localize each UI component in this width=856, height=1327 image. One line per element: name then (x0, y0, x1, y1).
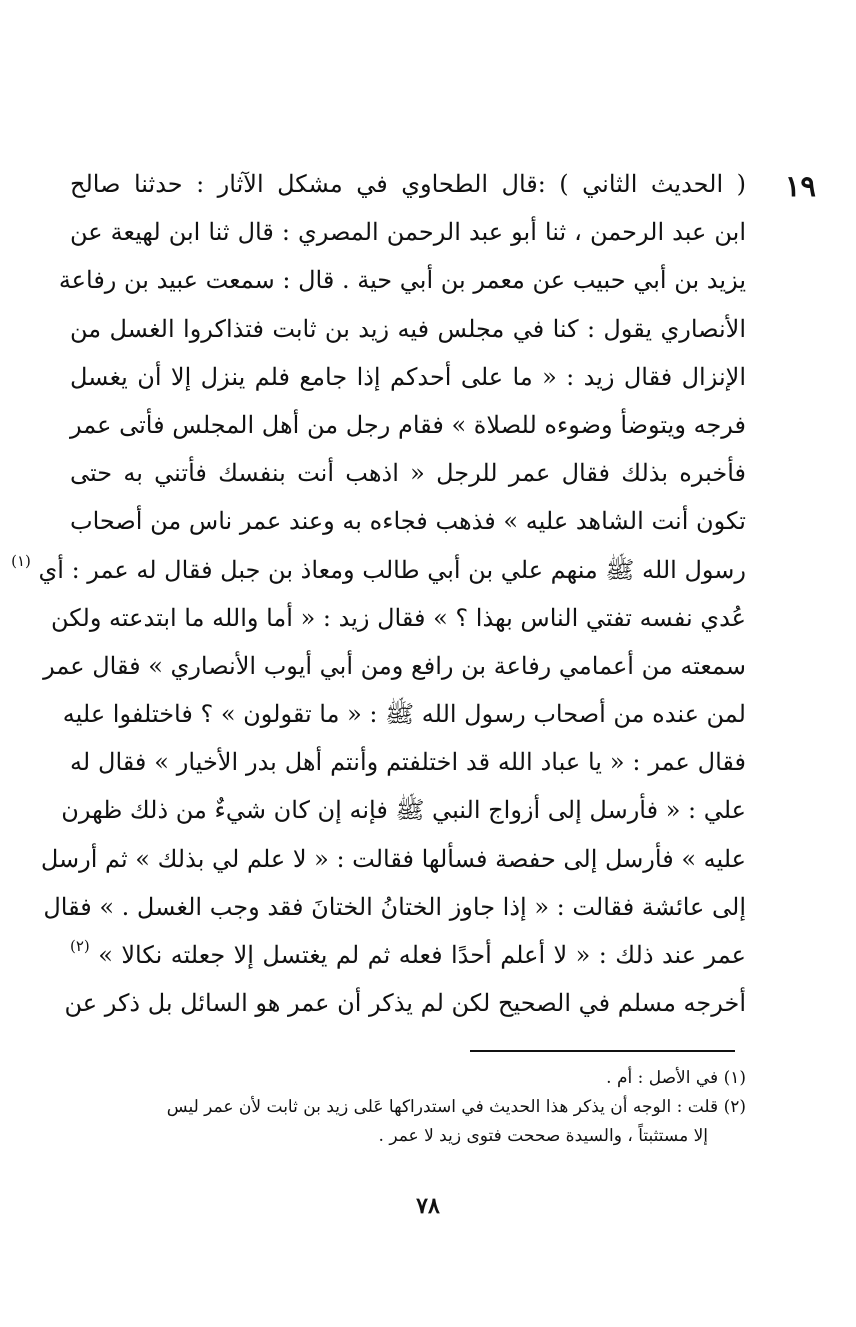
text-line-10 (51, 594, 746, 642)
text-line-18-content: أخرجه مسلم في الصحيح لكن لم يذكر أن عمر هو السائل بل ذكر عن (64, 989, 746, 1018)
footnote-mark-2: (٢) (70, 937, 90, 955)
text-line-8 (70, 497, 746, 545)
text-line-6-content: فرجه ويتوضأ وضوءه للصلاة » فقام رجل من أهل المجلس فأتى عمر (70, 410, 746, 439)
text-line-10-content: عُدي نفسه تفتي الناس بهذا ؟ » فقال زيد : « أما والله ما ابتدعته ولكن (51, 603, 746, 632)
text-line-6 (70, 401, 746, 449)
text-line-7 (70, 449, 746, 497)
text-line-18 (64, 979, 746, 1027)
text-line-1-content: ( الحديث الثاني ) :قال الطحاوي في مشكل الآثار : حدثنا صالح (70, 170, 746, 198)
paragraph-number: ١٩ (784, 169, 816, 203)
text-line-5 (70, 353, 746, 401)
text-line-17-content: عمر عند ذلك : « لا أعلم أحدًا فعله ثم لم يغتسل إلا جعلته نكالا » (98, 941, 746, 969)
text-line-3 (58, 256, 746, 304)
text-line-1 (70, 160, 746, 208)
footnote-mark-1: (١) (11, 551, 31, 570)
text-line-12 (62, 690, 746, 738)
footnote-divider (470, 1050, 735, 1052)
text-line-4 (70, 305, 746, 353)
text-line-15-content: عليه » فأرسل إلى حفصة فسألها فقالت : « لا علم لي بذلك » ثم أرسل (40, 844, 746, 873)
footnote-2-continuation: إلا مستثبتاً ، والسيدة صححت فتوى زيد لا عمر . (378, 1126, 708, 1146)
footnote-2: (٢) قلت : الوجه أن يذكر هذا الحديث في استدراكها عَلى زيد بن ثابت لأن عمر ليس (166, 1097, 746, 1117)
text-line-13 (70, 738, 746, 786)
text-line-16 (43, 883, 746, 931)
text-line-14-content: علي : « فأرسل إلى أزواج النبي ﷺ فإنه إن كان شيءٌ من ذلك ظهرن (61, 796, 746, 825)
text-line-8-content: تكون أنت الشاهد عليه » فذهب فجاءه به وعند عمر ناس من أصحاب (70, 507, 746, 536)
text-line-7-content: فأخبره بذلك فقال عمر للرجل « اذهب أنت بنفسك فأتني به حتى (70, 459, 746, 488)
text-line-13-content: فقال عمر : « يا عباد الله قد اختلفتم وأنتم أهل بدر الأخيار » فقال له (70, 748, 746, 777)
text-line-11 (43, 642, 746, 690)
text-line-17 (70, 931, 746, 979)
footnotes-block (70, 1064, 746, 1151)
text-line-14 (61, 786, 746, 834)
text-line-12-content: لمن عنده من أصحاب رسول الله ﷺ : « ما تقولون » ؟ فاختلفوا عليه (62, 700, 746, 729)
text-line-5-content: الإنزال فقال زيد : « ما على أحدكم إذا جامع فلم ينزل إلا أن يغسل (70, 362, 746, 391)
text-line-11-content: سمعته من أعمامي رفاعة بن رافع ومن أبي أيوب الأنصاري » فقال عمر (43, 651, 746, 680)
footnote-1: (١) في الأصل : أم . (606, 1068, 746, 1088)
page-number: ٧٨ (416, 1193, 440, 1219)
text-line-16-content: إلى عائشة فقالت : « إذا جاوز الختانُ الختانَ فقد وجب الغسل . » فقال (43, 892, 746, 921)
text-line-2-content: ابن عبد الرحمن ، ثنا أبو عبد الرحمن المصري : قال ثنا ابن لهيعة عن (70, 218, 746, 247)
text-line-4-content: الأنصاري يقول : كنا في مجلس فيه زيد بن ثابت فتذاكروا الغسل من (70, 314, 746, 343)
text-line-2 (70, 208, 746, 256)
main-text-block (11, 160, 746, 1027)
text-line-9-content: رسول الله ﷺ منهم علي بن أبي طالب ومعاذ بن جبل فقال له عمر : أي (38, 555, 746, 584)
text-line-9 (11, 546, 746, 594)
text-line-3-content: يزيد بن أبي حبيب عن معمر بن أبي حية . قال : سمعت عبيد بن رفاعة (58, 266, 746, 295)
text-line-15 (40, 835, 746, 883)
